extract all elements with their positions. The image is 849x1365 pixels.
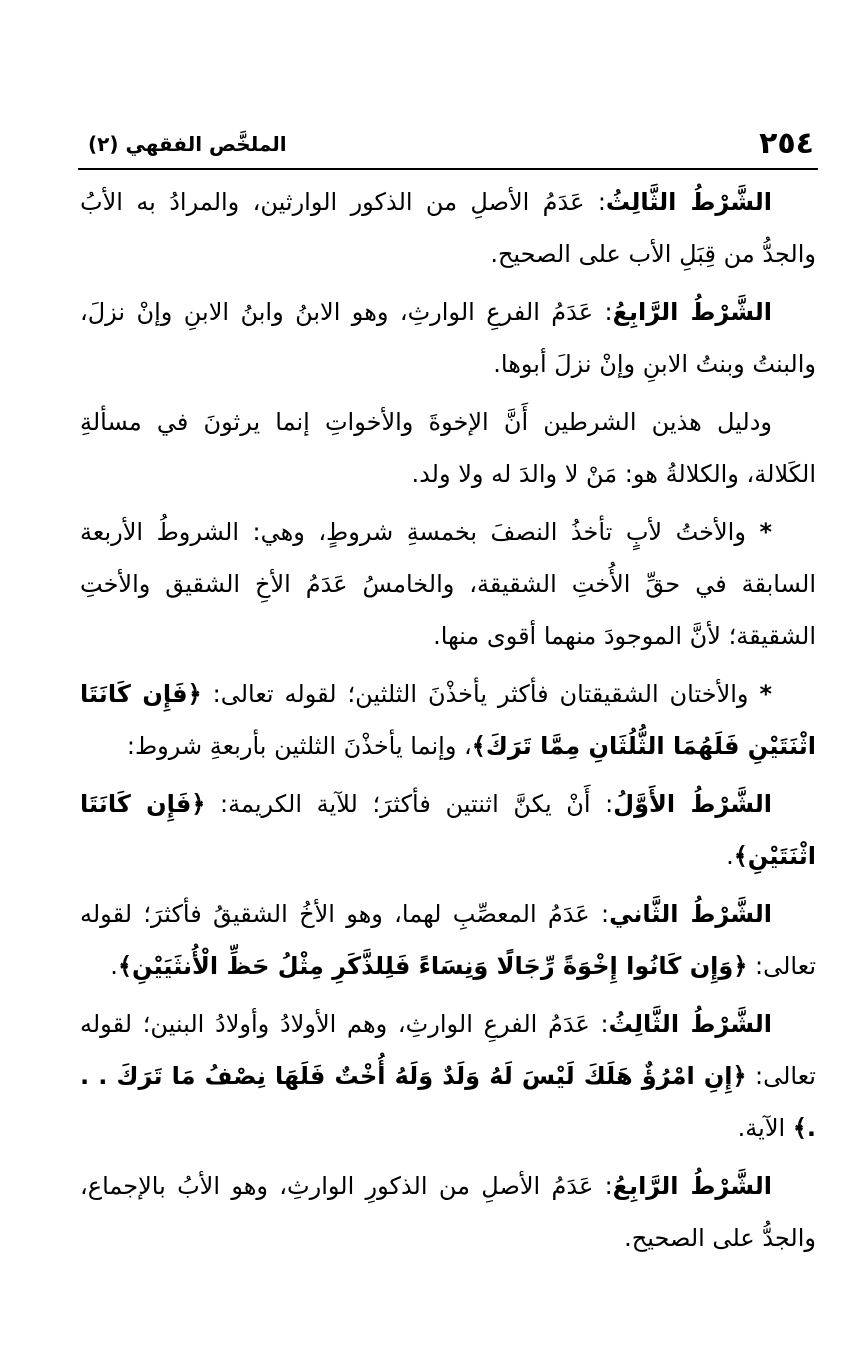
paragraph-paternal-sister	[80, 506, 816, 662]
paragraph-two-sisters	[80, 668, 816, 772]
quran-verse: ﴿وَإِن كَانُوا إِخْوَةً رِّجَالًا وَنِسَاءً فَلِلذَّكَرِ مِثْلُ حَظِّ الْأُنثَيَيْنِ﴾	[117, 952, 748, 980]
quran-verse: ﴿فَإِن كَانَتَا اثْنَتَيْنِ﴾	[80, 790, 816, 870]
paragraph-text: : عَدَمُ الأصلِ من الذكورِ الوارثِ، وهو الأبُ بالإجماع، والجدُّ على الصحيح.	[80, 1172, 816, 1252]
condition-heading: الشَّرْطُ الرَّابِعُ	[612, 1172, 773, 1200]
paragraph-text: والأختان الشقيقتان فأكثر يأخذْنَ الثلثين؛ لقوله تعالى:	[201, 680, 760, 708]
paragraph-third-condition	[80, 176, 816, 280]
condition-heading: الشَّرْطُ الأَوَّلُ	[613, 790, 772, 818]
paragraph-text: : عَدَمُ المعصِّبِ لهما، وهو الأخُ الشقيقُ فأكثرَ؛ لقوله تعالى:	[80, 900, 816, 980]
paragraph-evidence	[80, 396, 816, 500]
book-title: الملخَّص الفقهي (٢)	[88, 132, 287, 156]
condition-heading: الشَّرْطُ الثَّالِثُ	[605, 188, 772, 216]
paragraph-second-condition	[80, 888, 816, 992]
paragraph-first-condition	[80, 778, 816, 882]
page-body	[80, 176, 816, 1270]
condition-heading: الشَّرْطُ الثَّاني	[609, 900, 773, 928]
condition-heading: الشَّرْطُ الثَّالِثُ	[608, 1010, 772, 1038]
page-header	[78, 124, 818, 170]
paragraph-text: : عَدَمُ الأصلِ من الذكور الوارثين، والمرادُ به الأبُ والجدُّ من قِبَلِ الأب على الصحيح.	[80, 188, 816, 268]
paragraph-text: ودليل هذين الشرطين أَنَّ الإخوةَ والأخواتِ إنما يرثونَ في مسألةِ الكَلالة، والكلالةُ هو: مَنْ لا والدَ له ولا ولد.	[80, 408, 816, 488]
paragraph-fourth-condition	[80, 286, 816, 390]
paragraph-text: والأختُ لأبٍ تأخذُ النصفَ بخمسةِ شروطٍ، وهي: الشروطُ الأربعة السابقة في حقِّ الأُختِ الشقيقة، والخامسُ عَدَمُ الأخِ الشقيق والأختِ الشقيقة؛ لأنَّ الموجودَ منهما أقوى منها.	[80, 518, 816, 650]
paragraph-text: : أَنْ يكنَّ اثنتين فأكثرَ؛ للآية الكريمة:	[205, 790, 614, 818]
page-number: ٢٥٤	[759, 126, 814, 161]
paragraph-text: : عَدَمُ الفرعِ الوارثِ، وهو الابنُ وابنُ الابنِ وإنْ نزلَ، والبنتُ وبنتُ الابنِ وإنْ نزلَ أبوها.	[80, 298, 816, 378]
asterisk-marker: *	[759, 680, 773, 708]
quran-verse: ﴿فَإِن كَانَتَا اثْنَتَيْنِ فَلَهُمَا الثُّلُثَانِ مِمَّا تَرَكَ﴾	[80, 680, 816, 760]
condition-heading: الشَّرْطُ الرَّابِعُ	[612, 298, 773, 326]
paragraph-text: الآية.	[737, 1114, 793, 1142]
paragraph-text: ، وإنما يأخذْنَ الثلثين بأربعةِ شروط:	[126, 732, 472, 760]
paragraph-text: : عَدَمُ الفرعِ الوارثِ، وهم الأولادُ وأولادُ البنين؛ لقوله تعالى:	[80, 1010, 816, 1090]
asterisk-marker: *	[759, 518, 772, 546]
paragraph-fourth-condition-sisters	[80, 1160, 816, 1264]
paragraph-text: .	[726, 842, 734, 870]
paragraph-third-condition-sisters	[80, 998, 816, 1154]
quran-verse: ﴿إِنِ امْرُؤٌ هَلَكَ لَيْسَ لَهُ وَلَدٌ وَلَهُ أُخْتٌ فَلَهَا نِصْفُ مَا تَرَكَ . . .﴾	[80, 1062, 816, 1142]
paragraph-text: .	[110, 952, 118, 980]
